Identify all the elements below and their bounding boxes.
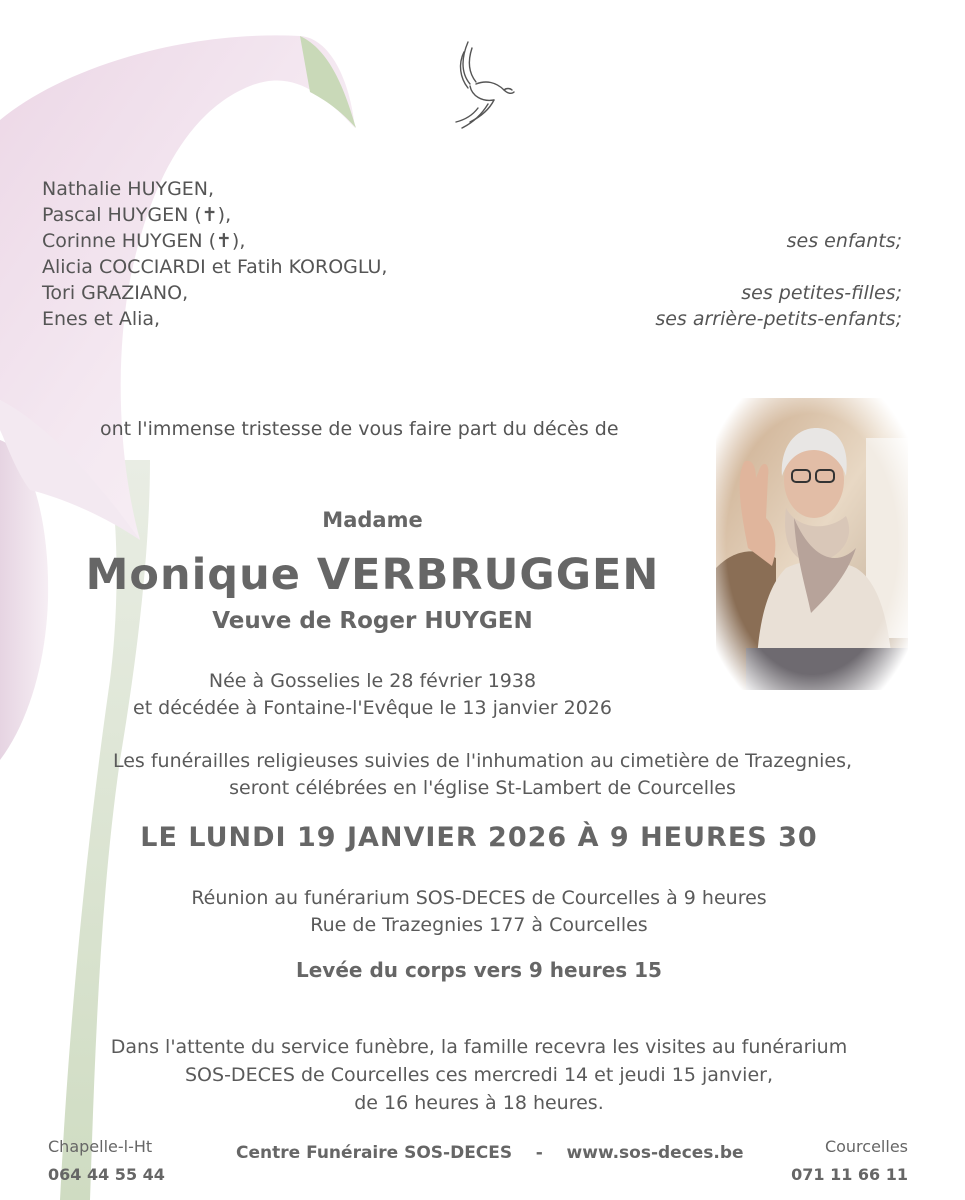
family-relation: ses arrière-petits-enfants; — [655, 308, 902, 330]
dove-icon — [448, 38, 518, 134]
family-relation: ses enfants; — [786, 230, 902, 252]
family-name: Nathalie HUYGEN, — [42, 178, 215, 200]
footer-left-city: Chapelle-l-Ht — [48, 1137, 153, 1156]
birth-line: Née à Gosselies le 28 février 1938 — [208, 670, 537, 692]
footer-right-contact — [791, 1133, 908, 1189]
deceased-title: Madame — [322, 508, 423, 532]
family-row — [42, 306, 902, 332]
family-row — [42, 176, 902, 202]
visits-line-3: de 16 heures à 18 heures. — [354, 1092, 604, 1114]
deceased-name: Monique VERBRUGGEN — [85, 550, 660, 600]
funeral-info — [0, 748, 965, 802]
portrait-photo — [716, 398, 908, 690]
funeral-line-1: Les funérailles religieuses suivies de l'inhumation au cimetière de Trazegnies, — [112, 750, 853, 772]
family-relation: ses petites-filles; — [741, 282, 902, 304]
family-name: Enes et Alia, — [42, 308, 161, 330]
meeting-info — [0, 885, 958, 939]
visits-line-1: Dans l'attente du service funèbre, la famille recevra les visites au funérarium — [110, 1036, 848, 1058]
funeral-line-2: seront célébrées en l'église St-Lambert de Courcelles — [229, 777, 736, 799]
widow-of: Veuve de Roger HUYGEN — [212, 608, 533, 634]
family-name: Alicia COCCIARDI et Fatih KOROGLU, — [42, 256, 388, 278]
family-row — [42, 228, 902, 254]
family-row — [42, 280, 902, 306]
footer-right-city: Courcelles — [824, 1137, 908, 1156]
death-line: et décédée à Fontaine-l'Evêque le 13 janvier 2026 — [133, 697, 612, 719]
announcement-intro: ont l'immense tristesse de vous faire part du décès de — [100, 418, 619, 440]
footer-left-contact — [48, 1133, 165, 1189]
footer-left-phone: 064 44 55 44 — [48, 1165, 165, 1184]
meeting-line-1: Réunion au funérarium SOS-DECES de Courcelles à 9 heures — [191, 887, 767, 909]
family-name: Corinne HUYGEN (✝), — [42, 230, 246, 252]
family-row — [42, 202, 902, 228]
family-list — [42, 176, 902, 332]
visits-line-2: SOS-DECES de Courcelles ces mercredi 14 et jeudi 15 janvier, — [185, 1064, 773, 1086]
funeral-date: LE LUNDI 19 JANVIER 2026 À 9 HEURES 30 — [140, 822, 818, 853]
footer-center-brand: Centre Funéraire SOS-DECES - www.sos-deces.be — [236, 1143, 744, 1163]
visits-info — [0, 1033, 958, 1117]
meeting-line-2: Rue de Trazegnies 177 à Courcelles — [310, 914, 648, 936]
footer-right-phone: 071 11 66 11 — [791, 1165, 908, 1184]
levee-du-corps: Levée du corps vers 9 heures 15 — [296, 958, 662, 982]
birth-death-info — [0, 668, 745, 722]
family-row — [42, 254, 902, 280]
family-name: Pascal HUYGEN (✝), — [42, 204, 232, 226]
family-name: Tori GRAZIANO, — [42, 282, 189, 304]
